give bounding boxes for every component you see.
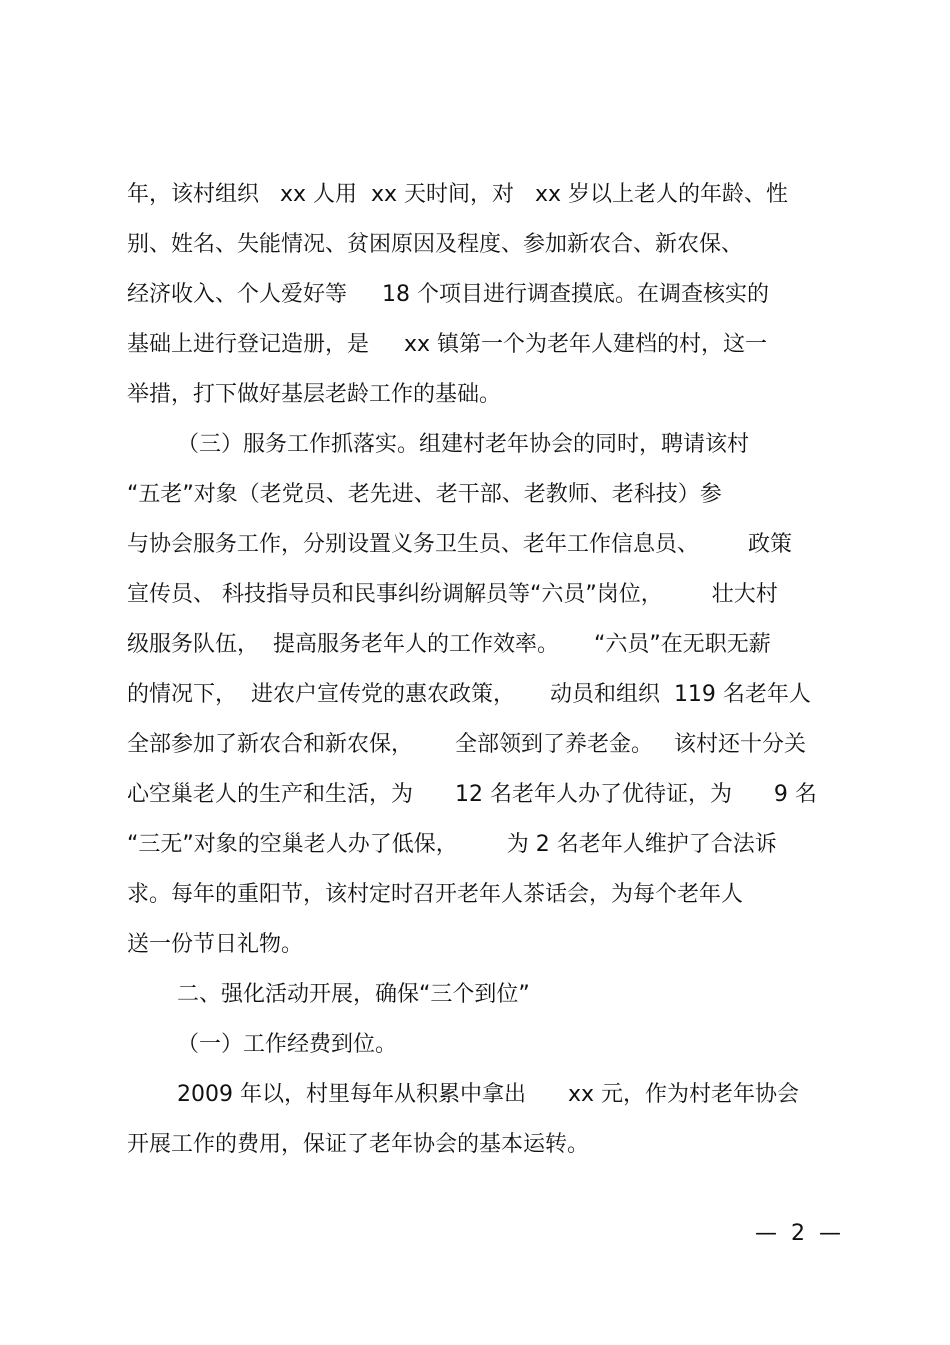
- text-line: 基础上进行登记造册，是 xx 镇第一个为老年人建档的村，这一: [127, 332, 768, 357]
- text-line: 举措，打下做好基层老龄工作的基础。: [127, 382, 502, 407]
- text-line: 别、姓名、失能情况、贫困原因及程度、参加新农合、新农保、: [127, 232, 744, 257]
- text-line: 心空巢老人的生产和生活，为 12 名老年人办了优待证，为 9 名: [127, 782, 817, 807]
- page-number: — 2 —: [755, 1221, 841, 1246]
- text-line: 与协会服务工作，分别设置义务卫生员、老年工作信息员、 政策: [127, 532, 792, 557]
- subsection-heading: （一）工作经费到位。: [177, 1032, 398, 1057]
- text-line: 的情况下， 进农户宣传党的惠农政策， 动员和组织 119 名老年人: [127, 682, 811, 707]
- text-line: 2009 年以，村里每年从积累中拿出 xx 元，作为村老年协会: [177, 1082, 799, 1107]
- text-line: （三）服务工作抓落实。组建村老年协会的同时，聘请该村: [177, 432, 750, 457]
- text-line: 宣传员、 科技指导员和民事纠纷调解员等“六员”岗位， 壮大村: [127, 582, 778, 607]
- text-line: 送一份节日礼物。: [127, 932, 304, 957]
- text-line: “三无”对象的空巢老人办了低保， 为 2 名老年人维护了合法诉: [127, 832, 777, 857]
- text-line: 年，该村组织 xx 人用 xx 天时间，对 xx 岁以上老人的年龄、性: [127, 182, 789, 207]
- text-line: 经济收入、个人爱好等 18 个项目进行调查摸底。在调查核实的: [127, 282, 769, 307]
- text-line: 级服务队伍， 提高服务老年人的工作效率。 “六员”在无职无薪: [127, 632, 771, 657]
- text-line: “五老”对象（老党员、老先进、老干部、老教师、老科技）参: [127, 482, 722, 507]
- section-heading: 二、强化活动开展，确保“三个到位”: [177, 982, 530, 1007]
- text-line: 开展工作的费用，保证了老年协会的基本运转。: [127, 1132, 590, 1157]
- text-line: 求。每年的重阳节，该村定时召开老年人茶话会，为每个老年人: [127, 882, 744, 907]
- text-line: 全部参加了新农合和新农保， 全部领到了养老金。 该村还十分关: [127, 732, 806, 757]
